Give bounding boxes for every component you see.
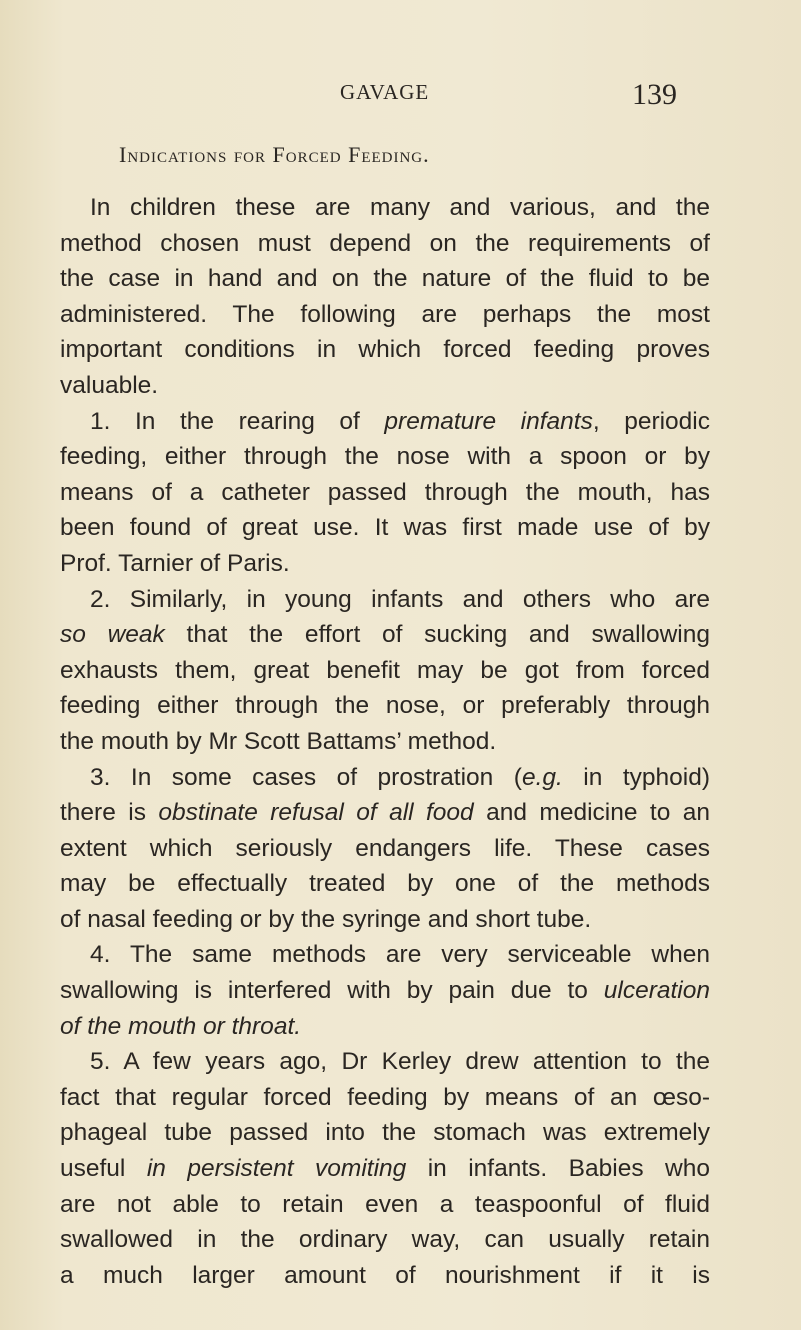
- text-run: useful: [60, 1155, 147, 1183]
- text-run: 1. In the rearing of: [90, 407, 385, 435]
- text-line: phageal tube passed into the stomach was extremely: [60, 1119, 710, 1147]
- section-heading: Indications for Forced Feeding.: [119, 142, 430, 167]
- text-run: in typhoid): [562, 763, 710, 791]
- text-line: [60, 1009, 710, 1045]
- text-line: [60, 1151, 710, 1187]
- text-line: of nasal feeding or by the syringe and short tube.: [60, 905, 592, 933]
- emphasis-text: obstinate refusal of all food: [158, 799, 474, 827]
- text-line: feeding either through the nose, or preferably through: [60, 692, 710, 720]
- text-line: a much larger amount of nourishment if it is: [60, 1261, 710, 1289]
- paragraph-item-1: [60, 404, 710, 582]
- text-line: 5. A few years ago, Dr Kerley drew attention to the: [90, 1048, 710, 1076]
- text-run: and medicine to an: [473, 799, 710, 827]
- text-line: are not able to retain even a teaspoonful of fluid: [60, 1190, 710, 1218]
- text-line: [60, 617, 710, 653]
- text-line: fact that regular forced feeding by means of an œso-: [60, 1083, 710, 1111]
- text-line: may be effectually treated by one of the methods: [60, 870, 710, 898]
- text-line: [60, 973, 710, 1009]
- text-line: [60, 795, 710, 831]
- text-run: , periodic: [592, 407, 710, 435]
- text-line: the case in hand and on the nature of the fluid to be: [60, 265, 710, 293]
- text-line: method chosen must depend on the requirements of: [60, 229, 710, 257]
- body-text: [60, 190, 710, 1293]
- paragraph-item-2: [60, 582, 710, 760]
- text-run: 3. In some cases of prostration (: [90, 763, 522, 791]
- emphasis-text: of the mouth or throat.: [60, 1012, 302, 1040]
- text-line: been found of great use. It was first made use of by: [60, 514, 710, 542]
- page-number: 139: [632, 78, 677, 111]
- paragraph-item-4: [60, 937, 710, 1044]
- text-line: [60, 760, 710, 796]
- text-line: valuable.: [60, 371, 159, 399]
- paragraph-intro: [60, 190, 710, 404]
- text-line: exhausts them, great benefit may be got from forced: [60, 656, 710, 684]
- emphasis-text: ulceration: [603, 977, 710, 1005]
- text-line: important conditions in which forced feeding proves: [60, 336, 710, 364]
- text-line: [60, 404, 710, 440]
- text-line: administered. The following are perhaps the most: [60, 300, 710, 328]
- text-line: Prof. Tarnier of Paris.: [60, 549, 290, 577]
- text-line: means of a catheter passed through the mouth, has: [60, 478, 710, 506]
- emphasis-text: in persistent vomiting: [146, 1155, 407, 1183]
- text-line: 4. The same methods are very serviceable when: [90, 941, 710, 969]
- text-line: swallowed in the ordinary way, can usually retain: [60, 1226, 710, 1254]
- text-line: 2. Similarly, in young infants and others who are: [90, 585, 710, 613]
- text-line: extent which seriously endangers life. These cases: [60, 834, 710, 862]
- text-line: feeding, either through the nose with a spoon or by: [60, 443, 710, 471]
- emphasis-text: premature infants: [384, 407, 593, 435]
- paragraph-item-5: [60, 1044, 710, 1293]
- emphasis-text: so weak: [60, 621, 165, 649]
- paragraph-item-3: [60, 760, 710, 938]
- text-line: In children these are many and various, and the: [90, 194, 710, 221]
- text-run: that the effort of sucking and swallowing: [164, 621, 710, 649]
- text-line: the mouth by Mr Scott Battams’ method.: [60, 727, 497, 755]
- text-run: swallowing is interfered with by pain due to: [60, 977, 604, 1005]
- running-title: GAVAGE: [340, 80, 430, 104]
- text-run: in infants. Babies who: [406, 1155, 710, 1183]
- running-head: [0, 78, 801, 118]
- emphasis-text: e.g.: [521, 763, 563, 791]
- text-run: there is: [60, 799, 159, 827]
